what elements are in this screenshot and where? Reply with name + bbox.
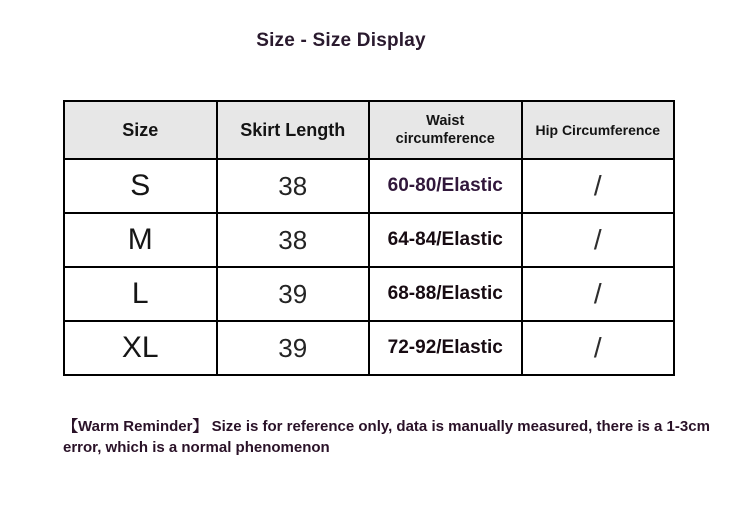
table-header-row [64,101,674,159]
page-title: Size - Size Display [256,30,426,51]
column-header-waist-circumference: Waist circumference [369,101,522,159]
column-header-skirt-length: Skirt Length [217,101,370,159]
column-header-hip-circumference: Hip Circumference [522,101,675,159]
skirt-length-cell: 38 [217,213,370,267]
table-row-m [64,213,674,267]
warm-reminder-note: 【Warm Reminder】 Size is for reference only, data is manually measured, there is a 1-3cm error, which is a normal phenomenon [63,418,710,456]
skirt-length-cell: 39 [217,267,370,321]
hip-cell: / [522,267,675,321]
size-cell: M [64,213,217,267]
size-table [63,100,675,376]
hip-cell: / [522,159,675,213]
table-row-l [64,267,674,321]
table-row-xl [64,321,674,375]
skirt-length-cell: 38 [217,159,370,213]
waist-cell: 68-88/Elastic [369,267,522,321]
skirt-length-cell: 39 [217,321,370,375]
table-row-s [64,159,674,213]
waist-cell: 60-80/Elastic [369,159,522,213]
title-area [0,30,682,52]
column-header-size: Size [64,101,217,159]
waist-cell: 64-84/Elastic [369,213,522,267]
size-cell: L [64,267,217,321]
hip-cell: / [522,321,675,375]
hip-cell: / [522,213,675,267]
size-cell: XL [64,321,217,375]
size-cell: S [64,159,217,213]
waist-cell: 72-92/Elastic [369,321,522,375]
